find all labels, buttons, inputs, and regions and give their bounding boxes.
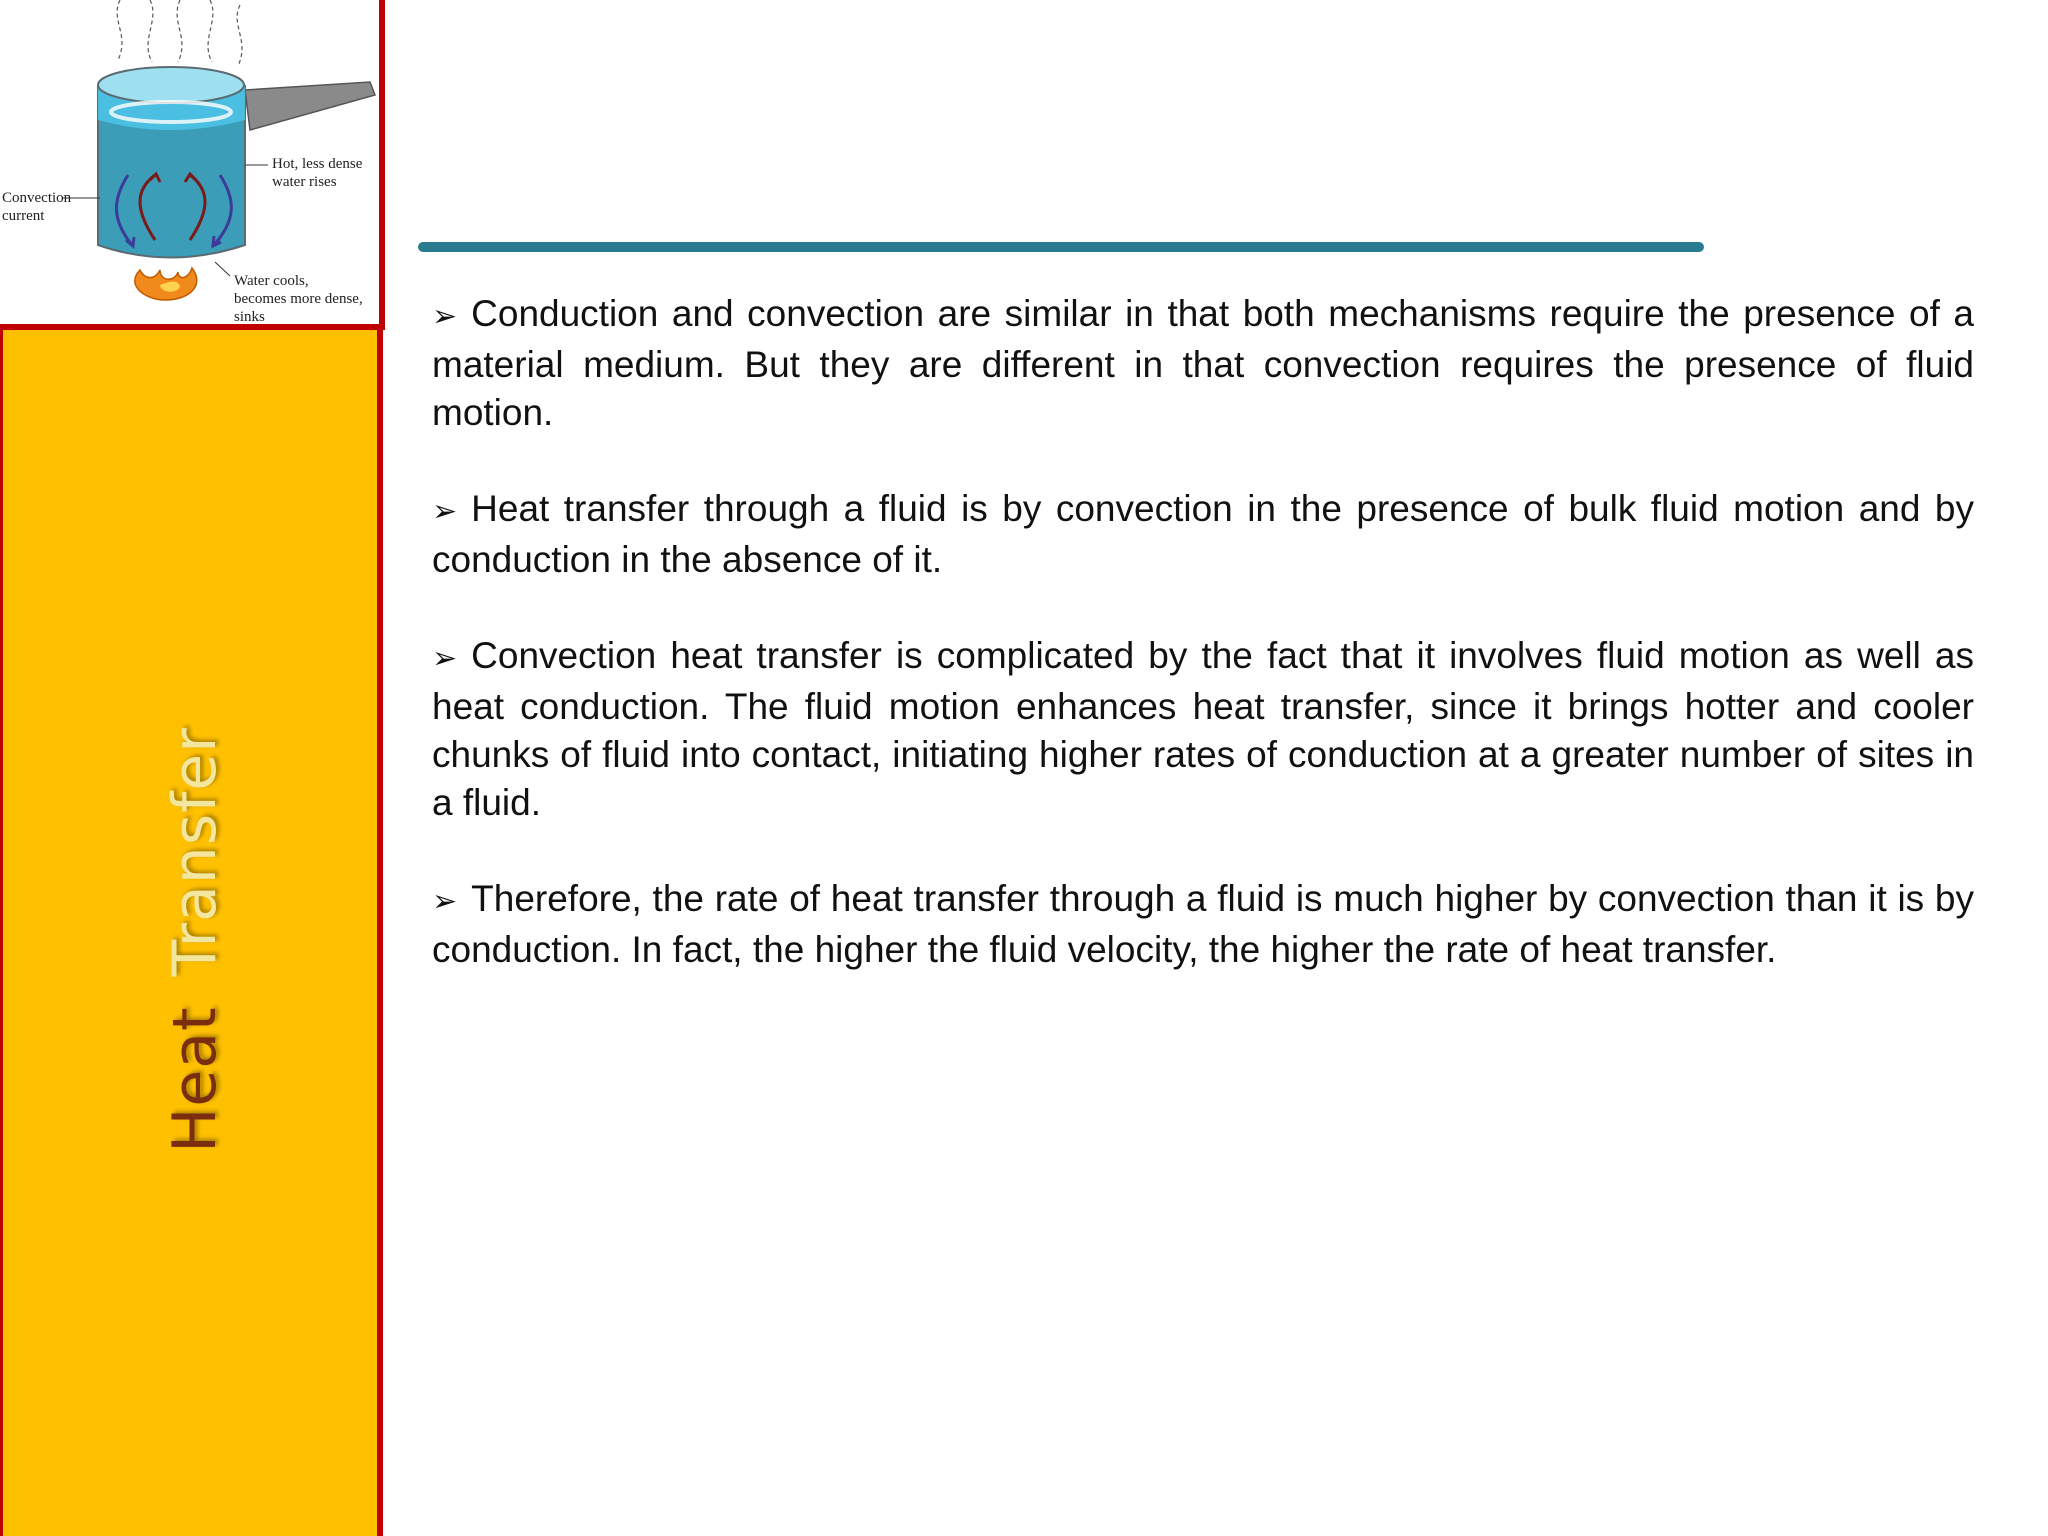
sidebar-title <box>160 727 230 1153</box>
title-divider <box>418 242 1704 252</box>
arrow-bullet-icon: ➢ <box>432 885 458 918</box>
sidebar-title-heat: Heat <box>160 1006 230 1153</box>
bullet-text: Convection heat transfer is complicated by the fact that it involves fluid motion as well as heat conduction. The fluid motion enhances heat transfer, since it brings hotter and cooler chunks of fluid into contact, initiating higher rates of conduction at a greater number of sites in a fluid. <box>432 635 1974 823</box>
steam-icon <box>117 0 242 66</box>
flame-icon <box>135 268 197 300</box>
bullet-item <box>432 632 1974 827</box>
sidebar-panel <box>0 330 383 1536</box>
bullet-item <box>432 485 1974 584</box>
arrow-bullet-icon: ➢ <box>432 642 458 675</box>
label-water-cools: Water cools, becomes more dense, sinks <box>234 273 363 325</box>
bullet-text: Conduction and convection are similar in that both mechanisms require the presence of a material medium. But they are different in that convection requires the presence of fluid motion. <box>432 293 1974 433</box>
label-hot-rises: Hot, less dense water rises <box>272 156 363 190</box>
arrow-bullet-icon: ➢ <box>432 495 458 528</box>
bullet-item <box>432 290 1974 437</box>
content-body <box>432 290 1974 1022</box>
label-convection-current: Convection current <box>2 190 72 224</box>
bullet-text: Heat transfer through a fluid is by convection in the presence of bulk fluid motion and by conduction in the absence of it. <box>432 488 1974 580</box>
sidebar-title-transfer: Transfer <box>160 727 230 977</box>
convection-pot-illustration <box>0 0 380 326</box>
bullet-item <box>432 875 1974 974</box>
pot-handle-icon <box>245 82 375 130</box>
arrow-bullet-icon: ➢ <box>432 300 458 333</box>
convection-diagram-panel <box>0 0 385 330</box>
bullet-text: Therefore, the rate of heat transfer through a fluid is much higher by convection than it is by conduction. In fact, the higher the fluid velocity, the higher the rate of heat transfer. <box>432 878 1974 970</box>
